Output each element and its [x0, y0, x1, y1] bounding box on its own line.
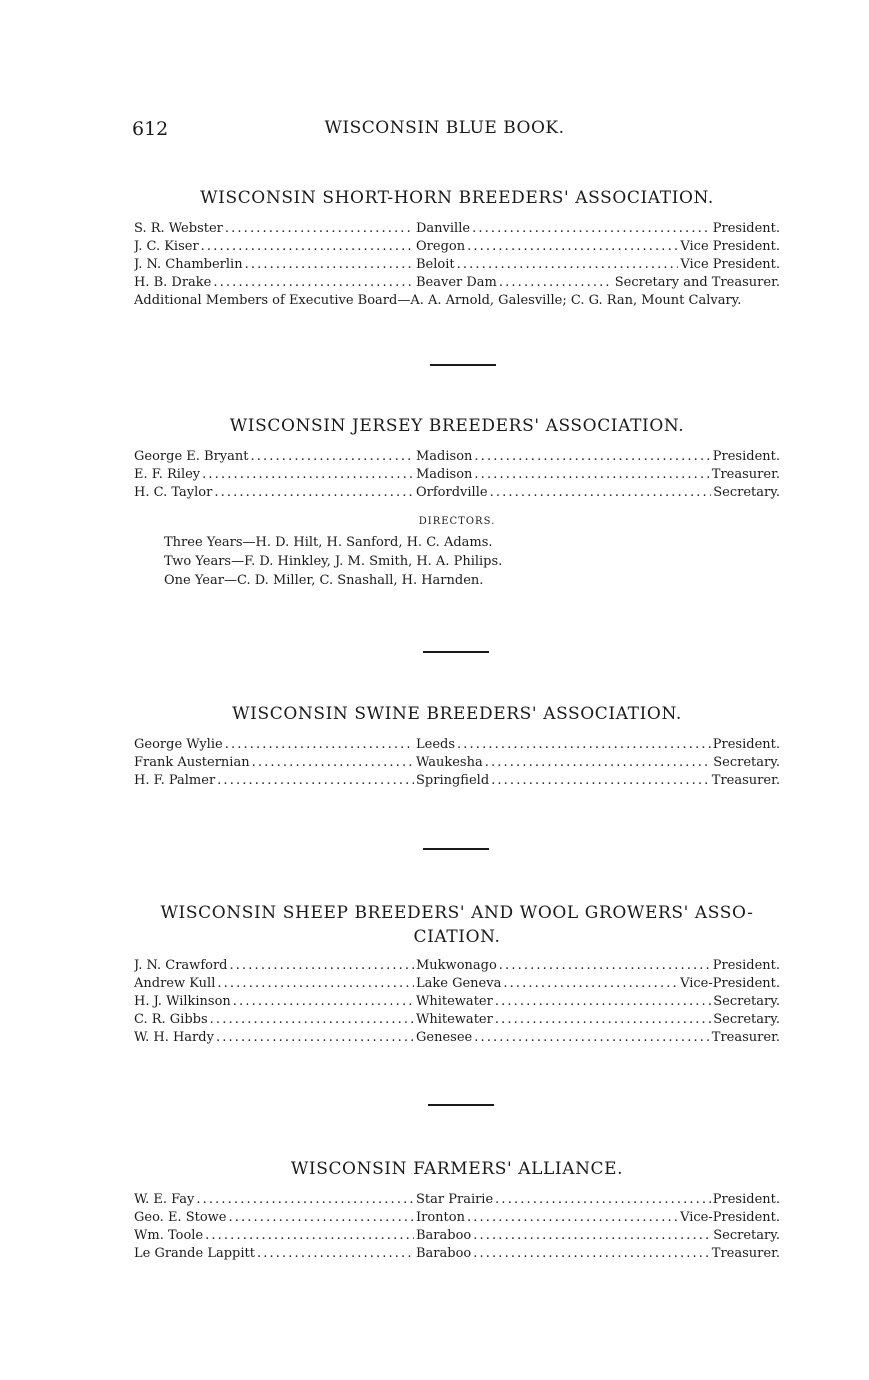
member-row: [134, 975, 780, 993]
section-title: WISCONSIN JERSEY BREEDERS' ASSOCIATION.: [229, 416, 685, 436]
member-name: Wm. Toole: [134, 1228, 204, 1243]
dot-leader: [473, 1245, 710, 1263]
member-office: Vice-President.: [680, 976, 780, 991]
dot-leader: [205, 1227, 414, 1245]
member-name: W. E. Fay: [134, 1192, 195, 1207]
member-office: President.: [712, 449, 780, 464]
member-office: Secretary and Treasurer.: [614, 275, 780, 290]
member-name: J. C. Kiser: [134, 239, 199, 254]
member-office: Treasurer.: [711, 1246, 780, 1261]
member-row: [134, 448, 780, 466]
section-divider: [423, 651, 489, 653]
executive-board-note: Additional Members of Executive Board—A. A. Arnold, Galesville; C. G. Ran, Mount Calvary.: [134, 293, 742, 308]
member-name: H. B. Drake: [134, 275, 212, 290]
member-name: S. R. Webster: [134, 221, 223, 236]
member-row: [134, 1029, 780, 1047]
dot-leader: [250, 448, 414, 466]
dot-leader: [495, 1011, 711, 1029]
member-row: [134, 466, 780, 484]
dot-leader: [217, 975, 414, 993]
member-name: Le Grande Lappitt: [134, 1246, 255, 1261]
member-place: Lake Geneva: [416, 976, 502, 991]
section-divider: [428, 1104, 494, 1106]
dot-leader: [473, 1227, 711, 1245]
member-name: Frank Austernian: [134, 755, 250, 770]
dot-leader: [201, 238, 414, 256]
section-title-line: CIATION.: [413, 927, 501, 947]
section-title: [134, 901, 780, 949]
director-line: Two Years—F. D. Hinkley, J. M. Smith, H. A. Philips.: [164, 554, 503, 569]
member-name: George Wylie: [134, 737, 223, 752]
dot-leader: [257, 1245, 414, 1263]
dot-leader: [490, 484, 712, 502]
dot-leader: [245, 256, 414, 274]
running-title: WISCONSIN BLUE BOOK.: [324, 118, 565, 138]
member-office: President.: [712, 958, 780, 973]
member-name: Andrew Kull: [134, 976, 216, 991]
member-office: Secretary.: [713, 994, 780, 1009]
member-row: [134, 1227, 780, 1245]
member-office: President.: [712, 1192, 780, 1207]
member-place: Orfordville: [416, 485, 488, 500]
member-name: H. J. Wilkinson: [134, 994, 231, 1009]
member-name: W. H. Hardy: [134, 1030, 214, 1045]
member-row: [134, 1011, 780, 1029]
member-name: C. R. Gibbs: [134, 1012, 208, 1027]
section-divider: [430, 364, 496, 366]
dot-leader: [495, 993, 711, 1011]
member-name: Geo. E. Stowe: [134, 1210, 227, 1225]
member-place: Madison: [416, 467, 473, 482]
dot-leader: [485, 754, 712, 772]
member-place: Oregon: [416, 239, 466, 254]
member-office: Secretary.: [713, 1012, 780, 1027]
member-row: [134, 274, 780, 292]
dot-leader: [210, 1011, 414, 1029]
member-place: Waukesha: [416, 755, 483, 770]
dot-leader: [213, 274, 414, 292]
dot-leader: [228, 1209, 414, 1227]
member-office: Secretary.: [713, 485, 780, 500]
dot-leader: [214, 484, 414, 502]
member-place: Whitewater: [416, 994, 493, 1009]
dot-leader: [196, 1191, 414, 1209]
member-place: Springfield: [416, 773, 490, 788]
member-place: Baraboo: [416, 1246, 472, 1261]
dot-leader: [499, 957, 711, 975]
section-title: WISCONSIN FARMERS' ALLIANCE.: [290, 1159, 624, 1179]
dot-leader: [216, 1029, 414, 1047]
section-jersey: [134, 414, 780, 590]
member-row: [134, 1209, 780, 1227]
member-place: Leeds: [416, 737, 456, 752]
dot-leader: [499, 274, 613, 292]
member-place: Star Prairie: [416, 1192, 494, 1207]
dot-leader: [474, 1029, 710, 1047]
dot-leader: [202, 466, 414, 484]
member-row: [134, 754, 780, 772]
member-row: [134, 993, 780, 1011]
member-row: [134, 957, 780, 975]
member-name: H. C. Taylor: [134, 485, 213, 500]
member-row: [134, 1191, 780, 1209]
dot-leader: [457, 736, 711, 754]
member-name: H. F. Palmer: [134, 773, 216, 788]
section-divider: [423, 848, 489, 850]
member-row: [134, 1245, 780, 1263]
dot-leader: [225, 736, 414, 754]
section-title: WISCONSIN SWINE BREEDERS' ASSOCIATION.: [232, 704, 682, 724]
dot-leader: [503, 975, 678, 993]
member-place: Beloit: [416, 257, 455, 272]
director-line: One Year—C. D. Miller, C. Snashall, H. Harnden.: [164, 573, 484, 588]
dot-leader: [495, 1191, 711, 1209]
member-office: Vice President.: [680, 239, 780, 254]
member-row: [134, 238, 780, 256]
member-office: Treasurer.: [711, 467, 780, 482]
member-place: Beaver Dam: [416, 275, 497, 290]
section-swine: [134, 702, 780, 790]
section-title: WISCONSIN SHORT-HORN BREEDERS' ASSOCIATION.: [200, 188, 714, 208]
member-office: Treasurer.: [711, 773, 780, 788]
dot-leader: [457, 256, 679, 274]
member-office: Vice-President.: [680, 1210, 780, 1225]
dot-leader: [233, 993, 414, 1011]
member-row: [134, 484, 780, 502]
member-office: Secretary.: [713, 1228, 780, 1243]
member-office: President.: [712, 737, 780, 752]
member-place: Genesee: [416, 1030, 473, 1045]
dot-leader: [474, 448, 710, 466]
member-row: [134, 256, 780, 274]
member-office: President.: [712, 221, 780, 236]
page-number: 612: [132, 118, 169, 140]
member-place: Ironton: [416, 1210, 465, 1225]
member-name: J. N. Chamberlin: [134, 257, 243, 272]
dot-leader: [472, 220, 711, 238]
member-office: Vice President.: [680, 257, 780, 272]
section-short-horn: [134, 186, 780, 310]
member-place: Baraboo: [416, 1228, 472, 1243]
member-place: Madison: [416, 449, 473, 464]
dot-leader: [230, 957, 415, 975]
member-row: [134, 772, 780, 790]
section-title-line: WISCONSIN SHEEP BREEDERS' AND WOOL GROWERS' ASSO-: [160, 903, 754, 923]
member-row: [134, 220, 780, 238]
member-name: J. N. Crawford: [134, 958, 228, 973]
member-name: E. F. Riley: [134, 467, 201, 482]
section-sheep: [134, 901, 780, 1047]
member-place: Mukwonago: [416, 958, 497, 973]
directors-heading: DIRECTORS.: [418, 516, 496, 527]
member-place: Danville: [416, 221, 471, 236]
section-farmers-alliance: [134, 1157, 780, 1263]
dot-leader: [252, 754, 414, 772]
dot-leader: [474, 466, 709, 484]
member-name: George E. Bryant: [134, 449, 249, 464]
dot-leader: [467, 1209, 678, 1227]
member-office: Secretary.: [713, 755, 780, 770]
member-place: Whitewater: [416, 1012, 493, 1027]
dot-leader: [491, 772, 710, 790]
dot-leader: [225, 220, 414, 238]
director-line: Three Years—H. D. Hilt, H. Sanford, H. C. Adams.: [164, 535, 493, 550]
dot-leader: [467, 238, 678, 256]
member-row: [134, 736, 780, 754]
dot-leader: [217, 772, 414, 790]
member-office: Treasurer.: [711, 1030, 780, 1045]
page-header: [0, 118, 869, 142]
